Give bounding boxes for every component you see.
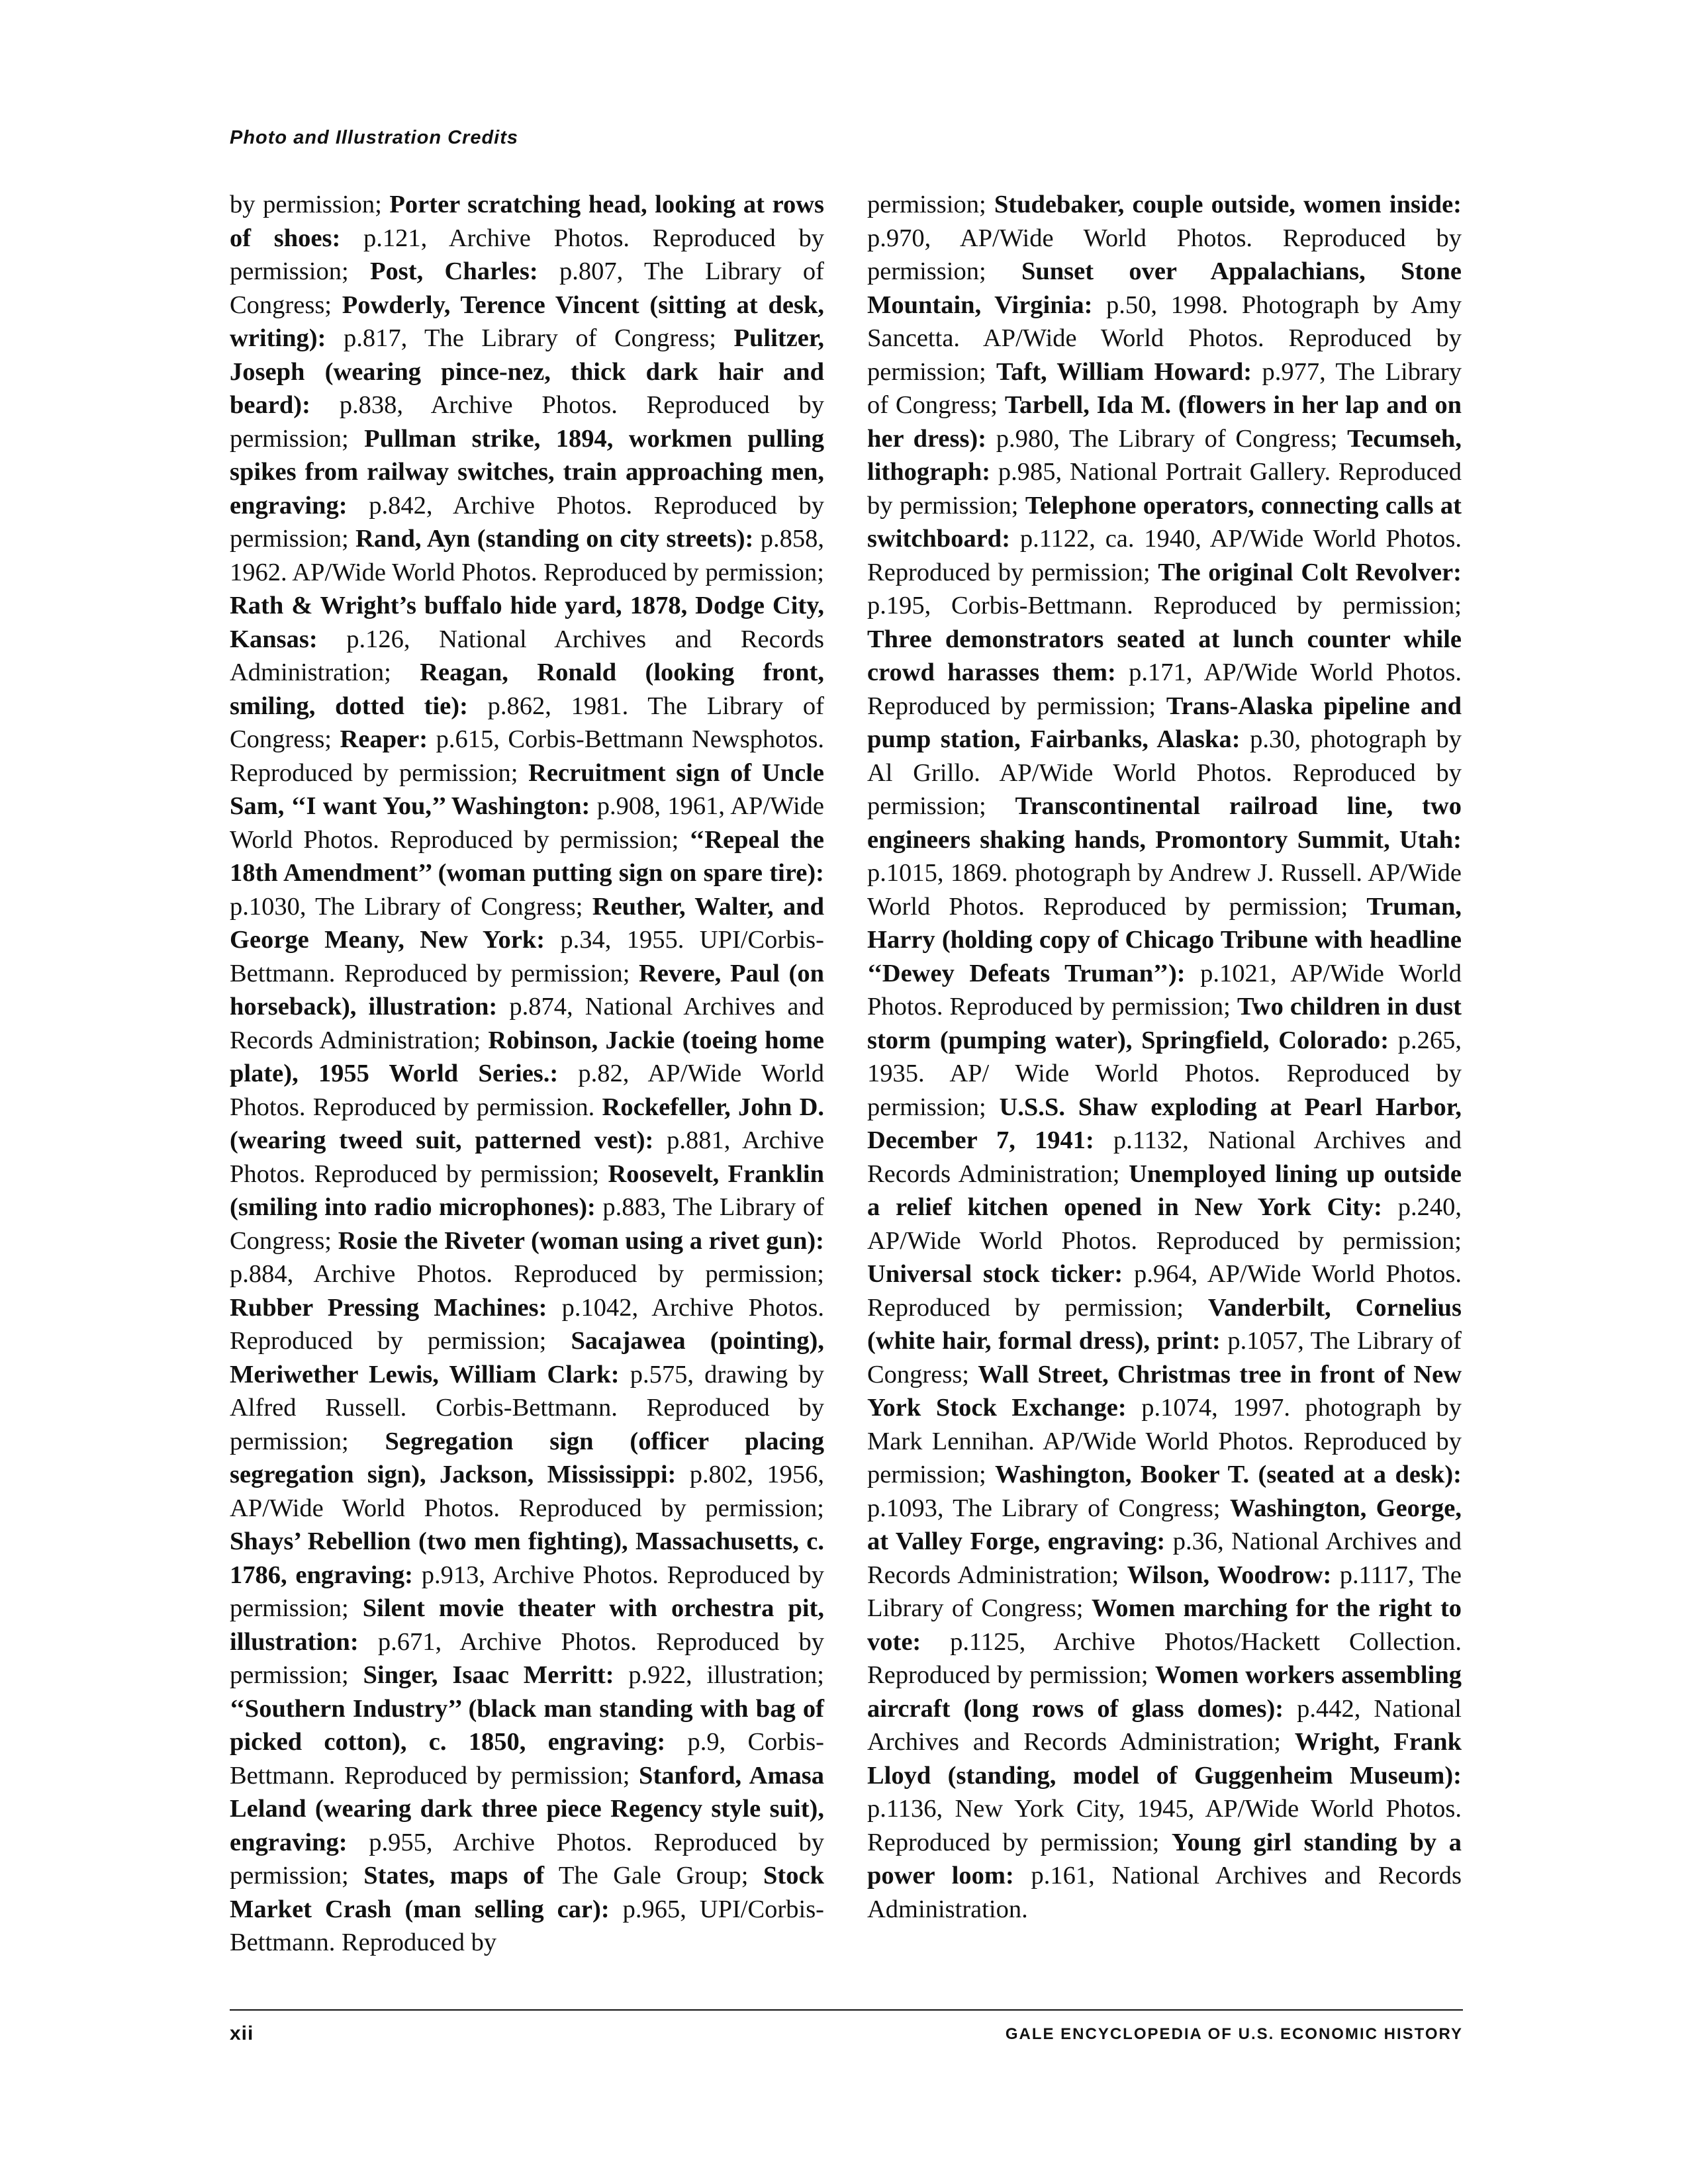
credit-subject: Pulitzer, Joseph (wearing pince-nez, thick dark hair and beard): <box>230 324 824 419</box>
credit-source: p.575, drawing by Alfred Russell. Corbis-Bettmann. Reproduced by permission; <box>230 1360 824 1455</box>
credit-source: p.671, Archive Photos. Reproduced by permission; <box>230 1627 824 1689</box>
credit-source: p.817, The Library of Congress; <box>326 324 734 352</box>
credit-subject: Tarbell, Ida M. (flowers in her lap and on her dress): <box>867 391 1462 453</box>
credit-source: p.1125, Archive Photos/Hackett Collection. Reproduced by permission; <box>867 1627 1462 1689</box>
credit-entry <box>230 191 389 218</box>
credit-subject: U.S.S. Shaw exploding at Pearl Harbor, December 7, 1941: <box>867 1093 1462 1154</box>
book-title: GALE ENCYCLOPEDIA OF U.S. ECONOMIC HISTORY <box>1005 2025 1463 2043</box>
credit-source: p.1132, National Archives and Records Administration; <box>867 1126 1462 1188</box>
running-head: Photo and Illustration Credits <box>230 127 519 148</box>
credit-source: p.36, National Archives and Records Administration; <box>867 1527 1462 1589</box>
credit-entry <box>363 1661 824 1689</box>
credit-subject: Taft, William Howard: <box>996 357 1252 386</box>
credit-subject: Rand, Ayn (standing on city streets): <box>355 525 754 553</box>
credit-subject: ‘‘Repeal the 18th Amendment’’ (woman putting sign on spare tire): <box>230 825 824 887</box>
credit-source: p.908, 1961, AP/Wide World Photos. Reproduced by permission; <box>230 792 824 854</box>
credit-subject: Unemployed lining up outside a relief kitchen opened in New York City: <box>867 1160 1462 1221</box>
credit-subject: Young girl standing by a power loom: <box>867 1828 1462 1889</box>
credit-subject: Roosevelt, Franklin (smiling into radio microphones): <box>230 1160 824 1221</box>
credit-subject: Porter scratching head, looking at rows of shoes: <box>230 191 824 252</box>
credit-source: p.862, 1981. The Library of Congress; <box>230 692 824 753</box>
credit-subject: Stanford, Amasa Leland (wearing dark three piece Regency style suit), engraving: <box>230 1761 825 1856</box>
credit-source: permission; <box>867 191 994 218</box>
credit-source: p.1122, ca. 1940, AP/Wide World Photos. Reproduced by permission; <box>867 525 1462 586</box>
credit-source: p.922, illustration; <box>614 1661 824 1689</box>
credit-source: p.240, AP/Wide World Photos. Reproduced by permission; <box>867 1193 1462 1255</box>
credit-source: p.1030, The Library of Congress; <box>230 892 592 921</box>
credit-subject: Women workers assembling aircraft (long rows of glass domes): <box>867 1661 1462 1723</box>
page-number: xii <box>230 2023 254 2044</box>
credit-source: p.807, The Library of Congress; <box>230 257 824 319</box>
credit-source: p.838, Archive Photos. Reproduced by permission; <box>230 391 824 453</box>
credit-source: p.913, Archive Photos. Reproduced by permission; <box>230 1561 824 1622</box>
credit-source: p.50, 1998. Photograph by Amy Sancetta. AP/Wide World Photos. Reproduced by permission; <box>867 291 1462 386</box>
credit-source: p.970, AP/Wide World Photos. Reproduced by permission; <box>867 224 1462 285</box>
credit-subject: Two children in dust storm (pumping water), Springfield, Colorado: <box>867 993 1462 1054</box>
credit-subject: Pullman strike, 1894, workmen pulling spikes from railway switches, train approaching men, engraving: <box>230 424 824 520</box>
credit-subject: Sacajawea (pointing), Meriwether Lewis, William Clark: <box>230 1327 824 1388</box>
credit-subject: Transcontinental railroad line, two engineers shaking hands, Promontory Summit, Utah: <box>867 792 1462 854</box>
credit-source: p.881, Archive Photos. Reproduced by permission; <box>230 1126 824 1188</box>
credit-source: p.265, 1935. AP/ Wide World Photos. Reproduced by permission; <box>867 1026 1462 1121</box>
credits-column-right <box>867 188 1462 1926</box>
credit-source: p.121, Archive Photos. Reproduced by permission; <box>230 224 824 285</box>
credit-subject: Stock Market Crash (man selling car): <box>230 1862 824 1923</box>
credit-subject: Studebaker, couple outside, women inside: <box>994 191 1462 218</box>
credit-source: p.802, 1956, AP/Wide World Photos. Reproduced by permission; <box>230 1461 824 1522</box>
credit-subject: Washington, George, at Valley Forge, engraving: <box>867 1494 1462 1555</box>
credit-source: p.442, National Archives and Records Administration; <box>867 1694 1462 1756</box>
credit-source: p.9, Corbis-Bettmann. Reproduced by permission; <box>230 1728 824 1790</box>
credit-source: p.965, UPI/Corbis-Bettmann. Reproduced by <box>230 1895 824 1956</box>
credit-source: p.1093, The Library of Congress; <box>867 1494 1230 1522</box>
credit-source: p.126, National Archives and Records Administration; <box>230 625 824 686</box>
credit-subject: Reaper: <box>340 725 428 753</box>
credit-source: p.1042, Archive Photos. Reproduced by permission; <box>230 1293 824 1355</box>
credit-subject: ‘‘Southern Industry’’ (black man standing with bag of picked cotton), c. 1850, engraving: <box>230 1694 824 1756</box>
credit-source: p.1136, New York City, 1945, AP/Wide World Photos. Reproduced by permission; <box>867 1795 1462 1856</box>
credit-subject: Washington, Booker T. (seated at a desk): <box>995 1461 1462 1488</box>
credit-source: p.955, Archive Photos. Reproduced by permission; <box>230 1828 824 1889</box>
credit-source: p.1074, 1997. photograph by Mark Lennihan. AP/Wide World Photos. Reproduced by permission; <box>867 1394 1462 1488</box>
credit-source: p.195, Corbis-Bettmann. Reproduced by permission; <box>867 592 1462 619</box>
credit-source: p.30, photograph by Al Grillo. AP/Wide World Photos. Reproduced by permission; <box>867 725 1462 820</box>
credit-source: p.842, Archive Photos. Reproduced by permission; <box>230 491 824 553</box>
credit-source: p.980, The Library of Congress; <box>986 424 1348 453</box>
credit-source: p.1117, The Library of Congress; <box>867 1561 1462 1622</box>
credit-entry <box>363 1862 763 1889</box>
credit-source: p.977, The Library of Congress; <box>867 357 1462 419</box>
credit-subject: The original Colt Revolver: <box>1158 558 1462 586</box>
credit-subject: Rosie the Riveter (woman using a rivet gun): <box>338 1226 824 1255</box>
credit-subject: Singer, Isaac Merritt: <box>363 1661 614 1689</box>
credit-source: p.615, Corbis-Bettmann Newsphotos. Reproduced by permission; <box>230 725 824 787</box>
credit-subject: Rockefeller, John D. (wearing tweed suit, patterned vest): <box>230 1093 824 1154</box>
credit-entry <box>867 191 994 218</box>
credit-source: p.874, National Archives and Records Administration; <box>230 993 824 1054</box>
credit-subject: Telephone operators, connecting calls at switchboard: <box>867 491 1462 553</box>
credit-subject: Wilson, Woodrow: <box>1127 1561 1332 1589</box>
credit-subject: Wall Street, Christmas tree in front of New York Stock Exchange: <box>867 1360 1462 1422</box>
credit-subject: Universal stock ticker: <box>867 1260 1123 1288</box>
credit-subject: Reagan, Ronald (looking front, smiling, dotted tie): <box>230 659 824 720</box>
footer-rule <box>230 2009 1463 2011</box>
credit-subject: Three demonstrators seated at lunch counter while crowd harasses them: <box>867 625 1462 686</box>
credit-subject: Shays’ Rebellion (two men fighting), Massachusetts, c. 1786, engraving: <box>230 1527 824 1589</box>
credit-subject: Segregation sign (officer placing segregation sign), Jackson, Mississippi: <box>230 1427 824 1488</box>
credit-subject: Post, Charles: <box>370 257 538 285</box>
credit-subject: Women marching for the right to vote: <box>867 1594 1462 1656</box>
credit-source: p.883, The Library of Congress; <box>230 1193 824 1255</box>
credit-subject: Revere, Paul (on horseback), illustration: <box>230 959 824 1021</box>
credit-subject: Reuther, Walter, and George Meany, New York: <box>230 892 824 954</box>
credit-source: p.1057, The Library of Congress; <box>867 1327 1462 1388</box>
credit-source: p.161, National Archives and Records Administration. <box>867 1862 1462 1923</box>
credit-source: The Gale Group; <box>544 1862 763 1889</box>
credit-source: p.858, 1962. AP/Wide World Photos. Reproduced by permission; <box>230 525 824 586</box>
credit-source: p.1021, AP/Wide World Photos. Reproduced by permission; <box>867 959 1462 1021</box>
credit-subject: Vanderbilt, Cornelius (white hair, formal dress), print: <box>867 1293 1462 1355</box>
credit-subject: Truman, Harry (holding copy of Chicago Tribune with headline ‘‘Dewey Defeats Truman’’): <box>867 892 1462 987</box>
credit-source: p.964, AP/Wide World Photos. Reproduced by permission; <box>867 1260 1462 1322</box>
credit-subject: Rath & Wright’s buffalo hide yard, 1878, Dodge City, Kansas: <box>230 592 824 653</box>
credit-subject: Wright, Frank Lloyd (standing, model of Guggenheim Museum): <box>867 1728 1462 1790</box>
credit-source: p.884, Archive Photos. Reproduced by permission; <box>230 1260 824 1288</box>
credit-source: p.82, AP/Wide World Photos. Reproduced by permission. <box>230 1060 824 1121</box>
credit-subject: Sunset over Appalachians, Stone Mountain, Virginia: <box>867 257 1462 319</box>
credit-subject: States, maps of <box>363 1862 545 1889</box>
credit-subject: Tecumseh, lithograph: <box>867 424 1462 486</box>
credit-source: p.1015, 1869. photograph by Andrew J. Russell. AP/Wide World Photos. Reproduced by permission; <box>867 859 1462 921</box>
credits-column-left <box>230 188 824 1960</box>
credit-subject: Silent movie theater with orchestra pit, illustration: <box>230 1594 824 1656</box>
credit-source: p.171, AP/Wide World Photos. Reproduced by permission; <box>867 659 1462 720</box>
credit-source: p.34, 1955. UPI/Corbis-Bettmann. Reproduced by permission; <box>230 926 824 987</box>
credit-source: p.985, National Portrait Gallery. Reproduced by permission; <box>867 458 1462 520</box>
credit-subject: Recruitment sign of Uncle Sam, ‘‘I want You,’’ Washington: <box>230 758 824 820</box>
credit-subject: Trans-Alaska pipeline and pump station, Fairbanks, Alaska: <box>867 692 1462 753</box>
credit-subject: Powderly, Terence Vincent (sitting at desk, writing): <box>230 291 824 352</box>
credit-subject: Robinson, Jackie (toeing home plate), 1955 World Series.: <box>230 1026 824 1087</box>
credit-source: by permission; <box>230 191 390 218</box>
credit-subject: Rubber Pressing Machines: <box>230 1293 547 1322</box>
